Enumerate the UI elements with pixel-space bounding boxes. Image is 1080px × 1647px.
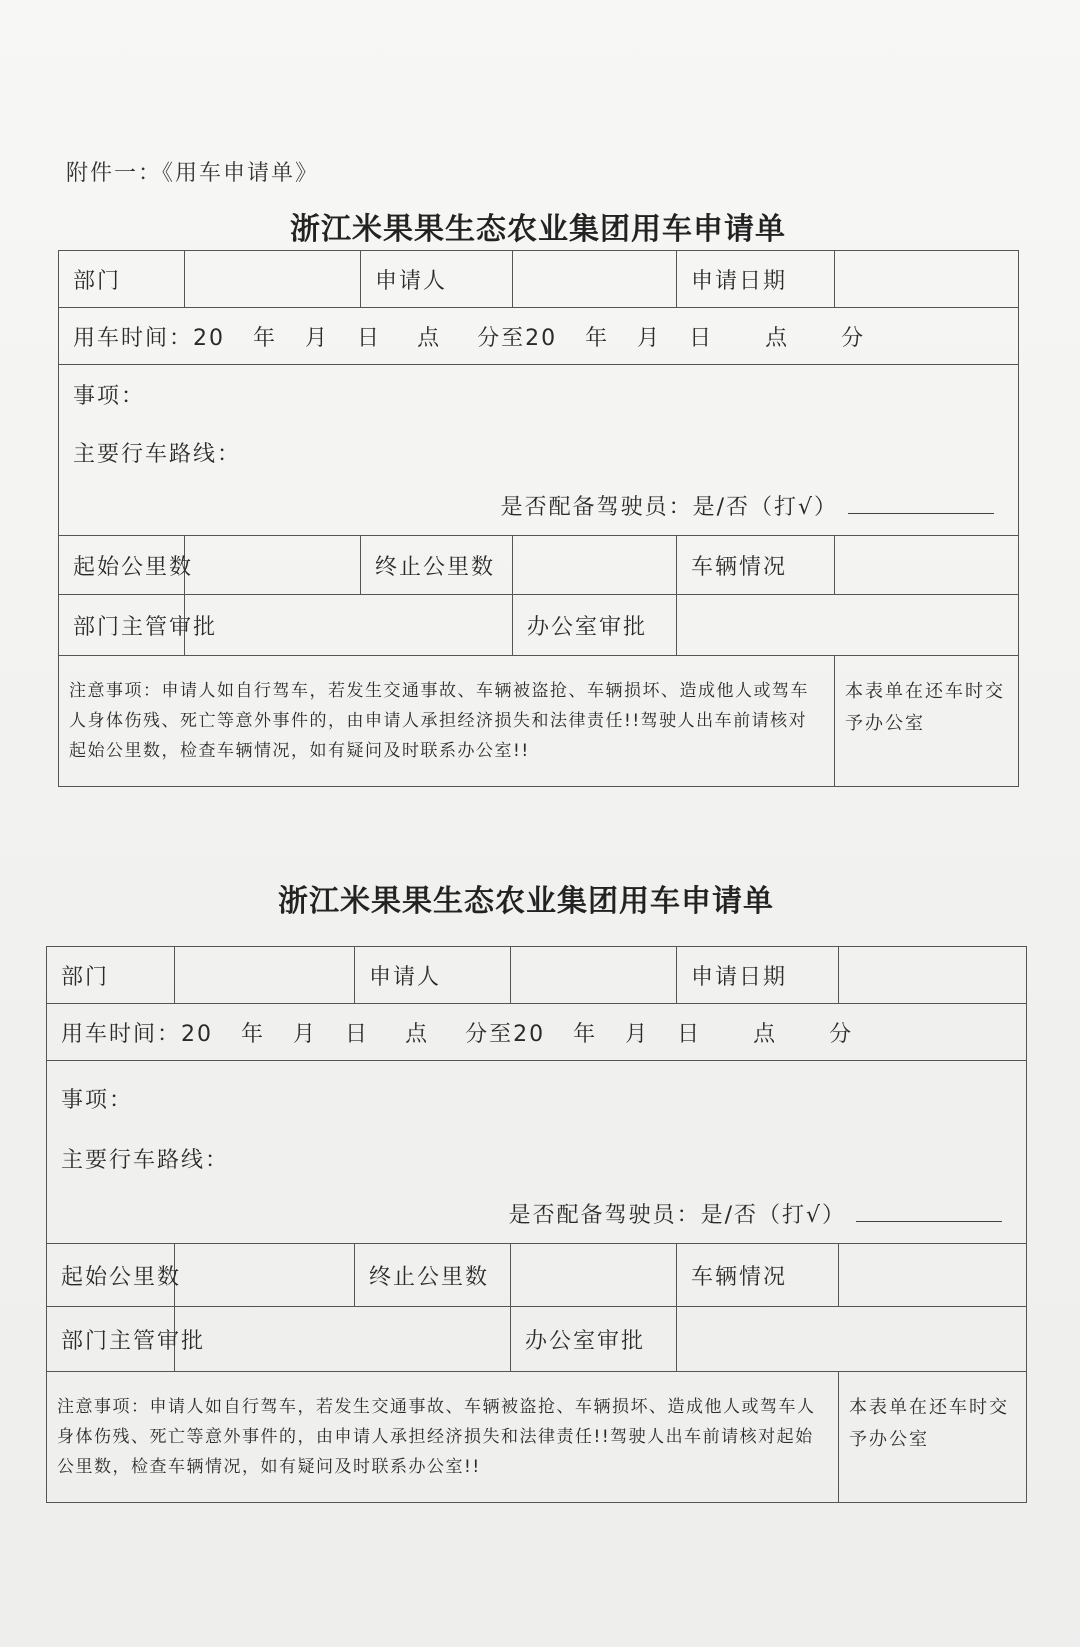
start-mileage-label: 起始公里数 — [59, 536, 185, 595]
applicant-label: 申请人 — [361, 251, 513, 308]
matter-row — [59, 365, 1019, 536]
header-row — [59, 251, 1019, 308]
applicant-label: 申请人 — [355, 947, 511, 1004]
end-mileage-field[interactable] — [511, 1244, 677, 1307]
time-part: 分至 — [477, 325, 526, 351]
notes-row — [59, 656, 1019, 787]
time-part: 分至 — [465, 1021, 514, 1047]
approval-row — [59, 595, 1019, 656]
notes-text: 注意事项：申请人如自行驾车，若发生交通事故、车辆被盗抢、车辆损坏、造成他人或驾车人身体伤残、死亡等意外事件的，由申请人承担经济损失和法律责任!!驾驶人出车前请核对起始公里数，检查车辆情况，如有疑问及时联系办公室!! — [47, 1372, 839, 1503]
time-part: 日 — [689, 325, 714, 351]
mileage-row — [47, 1244, 1027, 1307]
office-approval-label: 办公室审批 — [511, 1307, 677, 1372]
vehicle-status-label: 车辆情况 — [677, 536, 835, 595]
time-part: 日 — [677, 1021, 702, 1047]
driver-question — [509, 1198, 1002, 1229]
office-approval-label: 办公室审批 — [513, 595, 677, 656]
end-mileage-label: 终止公里数 — [361, 536, 513, 595]
dept-approval-label: 部门主管审批 — [47, 1307, 175, 1372]
department-field[interactable] — [175, 947, 355, 1004]
route-label: 主要行车路线： — [61, 1148, 230, 1173]
time-row — [47, 1004, 1027, 1061]
approval-row — [47, 1307, 1027, 1372]
end-mileage-label: 终止公里数 — [355, 1244, 511, 1307]
time-part: 日 — [357, 325, 382, 351]
usage-time-field[interactable] — [47, 1004, 1027, 1061]
time-part: 月 — [637, 325, 662, 351]
header-row — [47, 947, 1027, 1004]
start-mileage-label: 起始公里数 — [47, 1244, 175, 1307]
department-field[interactable] — [185, 251, 361, 308]
apply-date-label: 申请日期 — [677, 251, 835, 308]
time-part: 分 — [841, 325, 866, 351]
time-part: 点 — [405, 1021, 430, 1047]
time-part: 月 — [305, 325, 330, 351]
attachment-label: 附件一：《用车申请单》 — [66, 161, 320, 186]
time-label: 用车时间： — [73, 325, 194, 351]
office-approval-field[interactable] — [677, 1307, 1027, 1372]
time-part: 月 — [625, 1021, 650, 1047]
apply-date-field[interactable] — [835, 251, 1019, 308]
department-label: 部门 — [47, 947, 175, 1004]
matter-field[interactable] — [47, 1061, 1027, 1244]
notes-row — [47, 1372, 1027, 1503]
time-part: 20 — [193, 325, 226, 351]
time-part: 月 — [293, 1021, 318, 1047]
form-table — [58, 250, 1019, 787]
form-title: 浙江米果果生态农业集团用车申请单 — [278, 884, 774, 919]
driver-answer-blank[interactable] — [848, 513, 994, 514]
dept-approval-field[interactable] — [185, 595, 513, 656]
matter-field[interactable] — [59, 365, 1019, 536]
driver-answer-blank[interactable] — [856, 1221, 1002, 1222]
time-part: 20 — [181, 1021, 214, 1047]
notes-text: 注意事项：申请人如自行驾车，若发生交通事故、车辆被盗抢、车辆损坏、造成他人或驾车人身体伤残、死亡等意外事件的，由申请人承担经济损失和法律责任!!驾驶人出车前请核对起始公里数，检查车辆情况，如有疑问及时联系办公室!! — [59, 656, 835, 787]
time-part: 点 — [765, 325, 790, 351]
driver-question-label: 是否配备驾驶员：是/否（打√） — [500, 495, 838, 520]
return-note: 本表单在还车时交予办公室 — [839, 1372, 1027, 1503]
mileage-row — [59, 536, 1019, 595]
apply-date-label: 申请日期 — [677, 947, 839, 1004]
time-part: 日 — [345, 1021, 370, 1047]
usage-time-field[interactable] — [59, 308, 1019, 365]
driver-question-label: 是否配备驾驶员：是/否（打√） — [508, 1203, 846, 1228]
route-label: 主要行车路线： — [73, 442, 242, 467]
time-part: 点 — [417, 325, 442, 351]
matter-row — [47, 1061, 1027, 1244]
time-part: 年 — [585, 325, 610, 351]
time-part: 年 — [253, 325, 278, 351]
time-part: 点 — [753, 1021, 778, 1047]
applicant-field[interactable] — [513, 251, 677, 308]
form-title: 浙江米果果生态农业集团用车申请单 — [290, 212, 786, 247]
vehicle-status-field[interactable] — [835, 536, 1019, 595]
start-mileage-field[interactable] — [185, 536, 361, 595]
time-part: 20 — [513, 1021, 546, 1047]
time-part: 20 — [525, 325, 558, 351]
office-approval-field[interactable] — [677, 595, 1019, 656]
end-mileage-field[interactable] — [513, 536, 677, 595]
start-mileage-field[interactable] — [175, 1244, 355, 1307]
time-part: 年 — [573, 1021, 598, 1047]
time-label: 用车时间： — [61, 1021, 182, 1047]
matter-label: 事项： — [73, 384, 146, 409]
car-request-form-2 — [46, 876, 1009, 1496]
driver-question — [501, 490, 994, 521]
vehicle-status-label: 车辆情况 — [677, 1244, 839, 1307]
dept-approval-label: 部门主管审批 — [59, 595, 185, 656]
applicant-field[interactable] — [511, 947, 677, 1004]
vehicle-status-field[interactable] — [839, 1244, 1027, 1307]
car-request-form-1 — [58, 196, 1018, 796]
matter-label: 事项： — [61, 1088, 134, 1113]
time-part: 年 — [241, 1021, 266, 1047]
time-part: 分 — [829, 1021, 854, 1047]
apply-date-field[interactable] — [839, 947, 1027, 1004]
return-note: 本表单在还车时交予办公室 — [835, 656, 1019, 787]
form-table — [46, 946, 1027, 1503]
department-label: 部门 — [59, 251, 185, 308]
dept-approval-field[interactable] — [175, 1307, 511, 1372]
time-row — [59, 308, 1019, 365]
